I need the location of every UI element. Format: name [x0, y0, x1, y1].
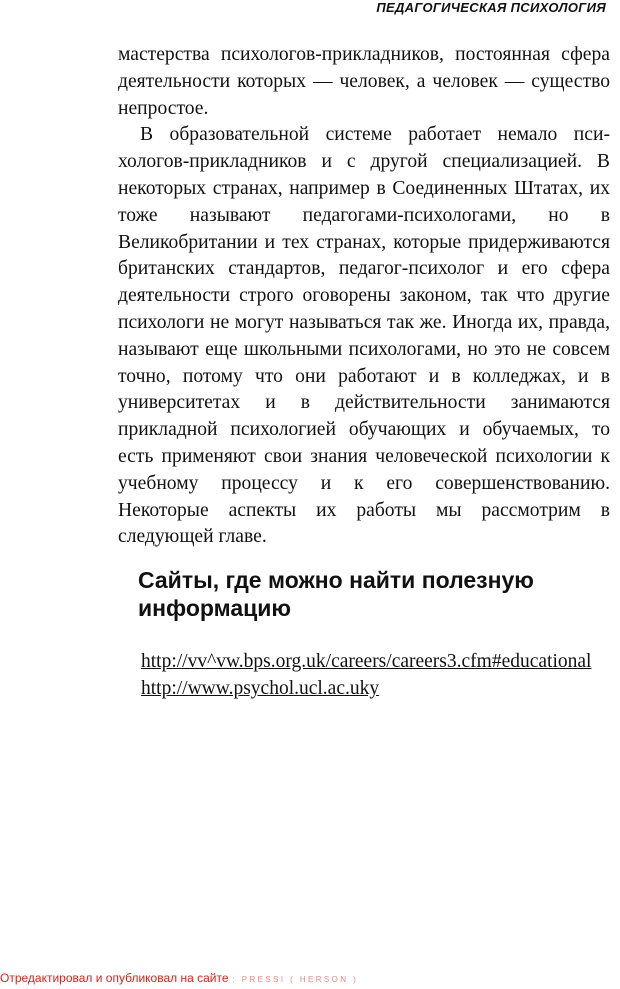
links-list: [141, 648, 591, 702]
body-text: [118, 42, 610, 551]
paragraph: В образовательной системе работает немало психологов-прикладников и с другой специализацией. В некоторых странах, например в Соединенных Штатах, их тоже называют педагогами-психологами, но в Великобритании и тех странах, которые придерживаются британских стандартов, педагог-психолог и его сфера деятельности строго оговорены законом, так что другие психологи не могут называться так же. Иногда их, правда, называют еще школьными психологами, но это не совсем точно, потому что они работают и в колледжах, и в университетах и в действительности занимаются прикладной психологией обучающих и обучаемых, то есть применяют свои знания человеческой психологии к учебному процессу и к его совершенствованию. Некоторые аспекты их работы мы рассмотрим в следующей главе.: [118, 124, 610, 548]
section-title: Сайты, где можно найти полезную информацию: [138, 567, 534, 621]
paragraph: мастерства психологов-прикладников, постоянная сфера деятельности которых — человек, а человек — существо непростое.: [118, 44, 610, 119]
link-bps[interactable]: http://vv^vw.bps.org.uk/careers/careers3.cfm#educational: [141, 651, 592, 672]
footer-brand[interactable]: : PRESSI ( HERSON ): [232, 975, 359, 984]
footer-watermark: [0, 971, 358, 985]
footer-text: Отредактировал и опубликовал на сайте: [0, 971, 229, 985]
link-ucl[interactable]: http://www.psychol.ucl.ac.uky: [141, 678, 380, 699]
running-header: ПЕДАГОГИЧЕСКАЯ ПСИХОЛОГИЯ: [376, 0, 606, 15]
